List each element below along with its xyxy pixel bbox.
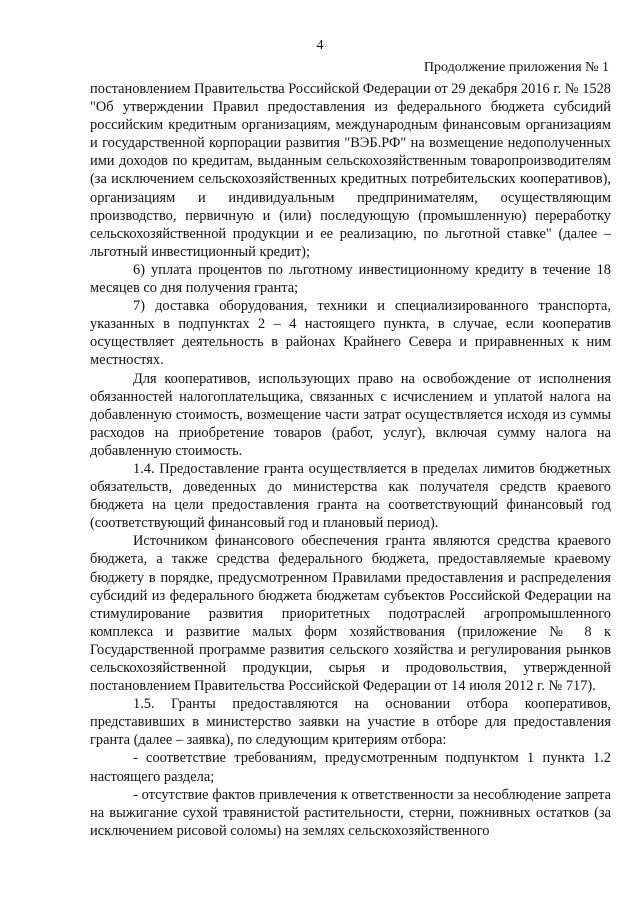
paragraph-clause-1-4: 1.4. Предоставление гранта осуществляется в пределах лимитов бюджетных обязательств, доведенных до министерства как получателя средств краевого бюджета на цели предоставления гранта на соответствующий финансовый год (соответствующий финансовый год и плановый период).: [90, 460, 611, 532]
document-body: [90, 80, 611, 840]
page-number: 4: [316, 38, 324, 53]
paragraph-continued-decree-reference: постановлением Правительства Российской Федерации от 29 декабря 2016 г. № 1528 "Об утверждении Правил предоставления из федерального бюджета субсидий российским кредитным организациям, международным финансовым организациям и государственной корпорации развития "ВЭБ.РФ" на возмещение недополученных ими доходов по кредитам, выданным сельскохозяйственным товаропроизводителям (за исключением сельскохозяйственных кредитных потребительских кооперативов), организациям и индивидуальным предпринимателям, осуществляющим производство, первичную и (или) последующую (промышленную) переработку сельскохозяйственной продукции и ее реализацию, по льготной ставке" (далее – льготный инвестиционный кредит);: [90, 81, 611, 260]
appendix-continuation-label: Продолжение приложения № 1: [423, 60, 609, 75]
paragraph-item-7-delivery: 7) доставка оборудования, техники и специализированного транспорта, указанных в подпунктах 2 – 4 настоящего пункта, в случае, если кооператив осуществляет деятельность в районах Крайнего Севера и приравненных к ним местностях.: [90, 298, 611, 369]
paragraph-vat-exemption: Для кооперативов, использующих право на освобождение от исполнения обязанностей налогоплательщика, связанных с исчислением и уплатой налога на добавленную стоимость, возмещение части затрат осуществляется исходя из суммы расходов на приобретение товаров (работ, услуг), включая сумму налога на добавленную стоимость.: [90, 370, 611, 459]
paragraph-item-6-interest-payment: 6) уплата процентов по льготному инвестиционному кредиту в течение 18 месяцев со дня получения гранта;: [90, 261, 611, 297]
paragraph-criterion-compliance: - соответствие требованиям, предусмотренным подпунктом 1 пункта 1.2 настоящего раздела;: [90, 750, 611, 785]
paragraph-funding-source: Источником финансового обеспечения гранта являются средства краевого бюджета, а также средства федерального бюджета, предоставляемые краевому бюджету в порядке, предусмотренном Правилами предоставления и распределения субсидий из федерального бюджета бюджетам субъектов Российской Федерации на стимулирование развития приоритетных подотраслей агропромышленного комплекса и развитие малых форм хозяйствования (приложение № 8 к Государственной программе развития сельского хозяйства и регулирования рынков сельскохозяйственной продукции, сырья и продовольствия, утвержденной постановлением Правительства Российской Федерации от 14 июля 2012 г. № 717).: [90, 533, 611, 695]
paragraph-criterion-no-burning: - отсутствие фактов привлечения к ответственности за несоблюдение запрета на выжигание сухой травянистой растительности, стерни, пожнивных остатков (за исключением рисовой соломы) на землях сельскохозяйственного: [90, 786, 611, 839]
paragraph-clause-1-5: 1.5. Гранты предоставляются на основании отбора кооперативов, представивших в министерство заявки на участие в отборе для предоставления гранта (далее – заявка), по следующим критериям отбора:: [90, 696, 611, 749]
